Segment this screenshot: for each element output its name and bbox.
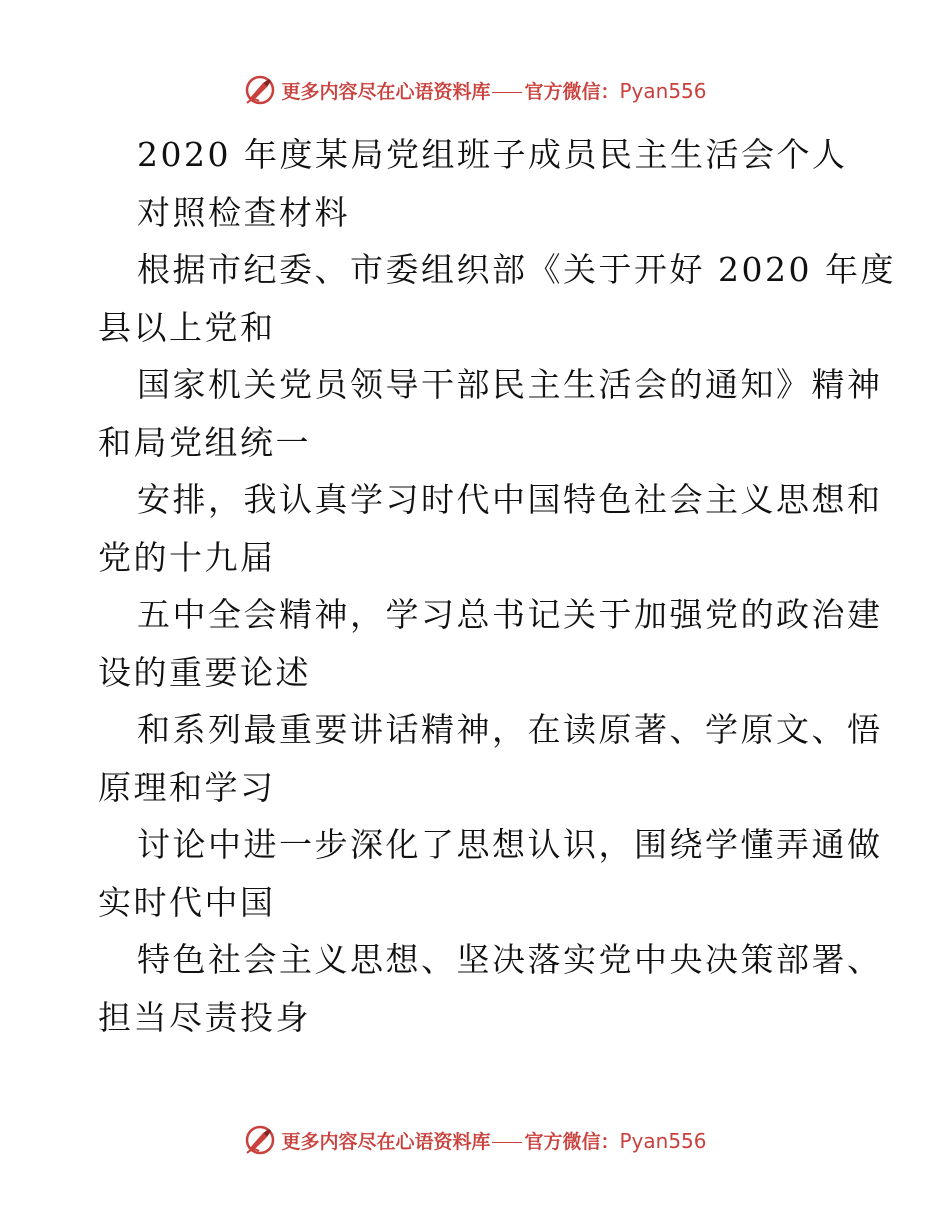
watermark-text: 更多内容尽在心语资料库 官方微信：Pyan556: [281, 1128, 707, 1153]
document-line: 实时代中国: [98, 882, 276, 922]
document-line: 担当尽责投身: [98, 997, 311, 1037]
document-line: 对照检查材料: [137, 192, 350, 232]
document-line: 五中全会精神，学习总书记关于加强党的政治建: [137, 595, 883, 634]
document-line: 2020 年度某局党组班子成员民主生活会个人: [137, 135, 848, 174]
footer-watermark: [0, 1120, 950, 1160]
document-line: 县以上党和: [98, 307, 276, 347]
header-watermark: [0, 70, 950, 110]
document-line: 特色社会主义思想、坚决落实党中央决策部署、: [137, 940, 883, 979]
document-body: [98, 126, 896, 1046]
document-line: 党的十九届: [98, 537, 276, 577]
document-line: 原理和学习: [98, 767, 276, 807]
document-line: 和局党组统一: [98, 422, 311, 462]
document-line: 安排，我认真学习时代中国特色社会主义思想和: [137, 480, 883, 519]
document-line: 国家机关党员领导干部民主生活会的通知》精神: [137, 365, 883, 404]
document-line: 和系列最重要讲话精神，在读原著、学原文、悟: [137, 710, 883, 749]
document-line: 讨论中进一步深化了思想认识，围绕学懂弄通做: [137, 825, 883, 864]
document-line: 根据市纪委、市委组织部《关于开好 2020 年度: [137, 250, 896, 289]
watermark-text: 更多内容尽在心语资料库 官方微信：Pyan556: [281, 78, 707, 103]
document-line: 设的重要论述: [98, 652, 311, 692]
pen-logo-icon: [243, 1123, 277, 1157]
pen-logo-icon: [243, 73, 277, 107]
